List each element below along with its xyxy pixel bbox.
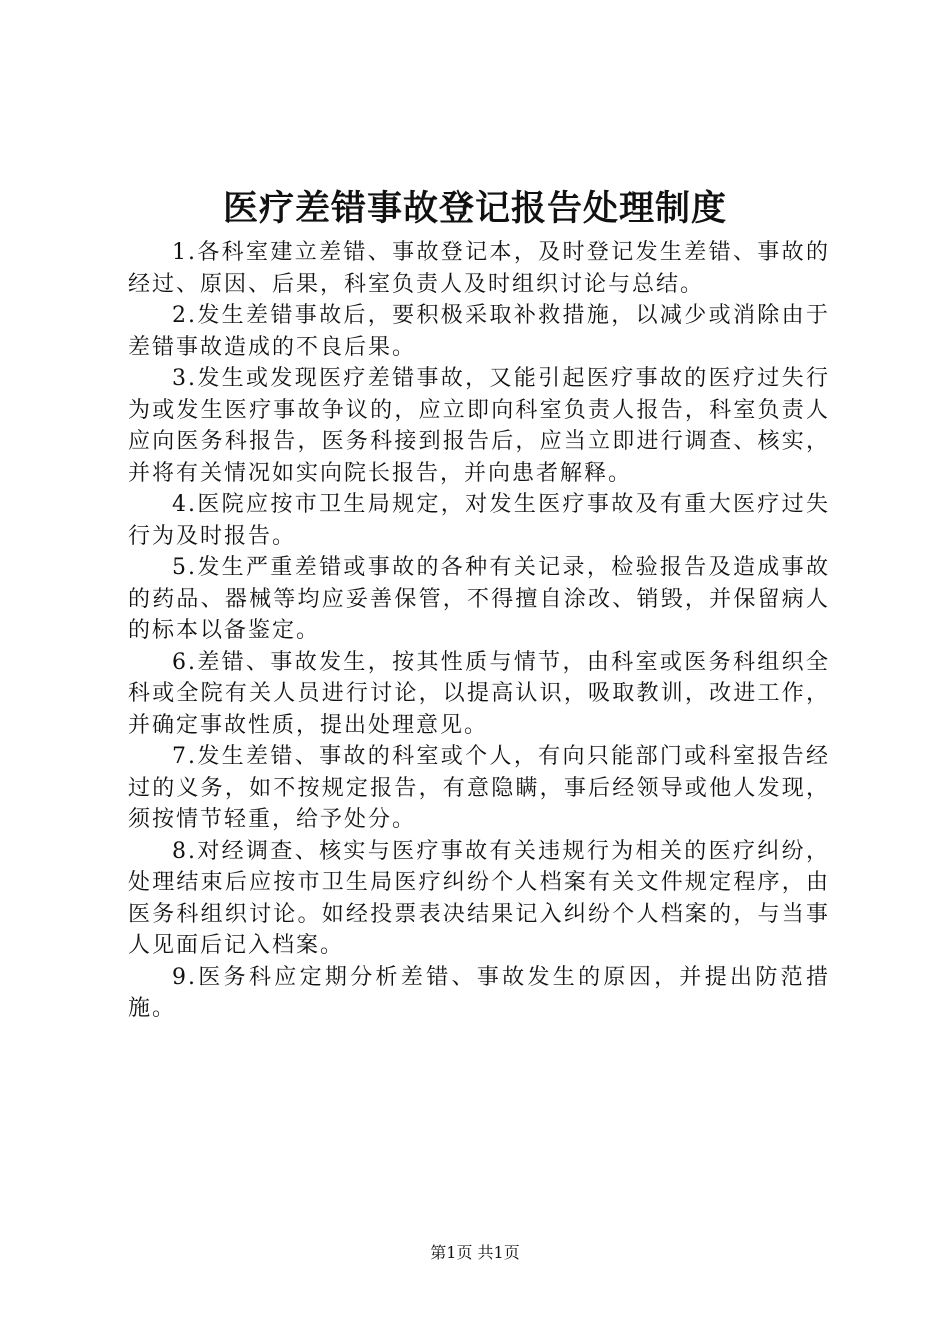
paragraph-item-4: 4.医院应按市卫生局规定，对发生医疗事故及有重大医疗过失行为及时报告。 — [128, 492, 830, 549]
paragraph-item-1: 1.各科室建立差错、事故登记本，及时登记发生差错、事故的经过、原因、后果，科室负责人及时组织讨论与总结。 — [128, 240, 830, 297]
paragraph-item-8: 8.对经调查、核实与医疗事故有关违规行为相关的医疗纠纷，处理结束后应按市卫生局医疗纠纷个人档案有关文件规定程序，由医务科组织讨论。如经投票表决结果记入纠纷个人档案的，与当事人见面后记入档案。 — [128, 838, 830, 958]
page-footer: 第1页 共1页 — [430, 1243, 520, 1262]
paragraph-item-9: 9.医务科应定期分析差错、事故发生的原因，并提出防范措施。 — [128, 964, 830, 1021]
paragraph-item-2: 2.发生差错事故后，要积极采取补救措施，以减少或消除由于差错事故造成的不良后果。 — [128, 303, 830, 360]
document-title: 医疗差错事故登记报告处理制度 — [222, 188, 727, 229]
paragraph-item-6: 6.差错、事故发生，按其性质与情节，由科室或医务科组织全科或全院有关人员进行讨论，以提高认识，吸取教训，改进工作，并确定事故性质，提出处理意见。 — [128, 649, 830, 738]
paragraph-item-7: 7.发生差错、事故的科室或个人，有向只能部门或科室报告经过的义务，如不按规定报告，有意隐瞒，事后经领导或他人发现，须按情节轻重，给予处分。 — [128, 744, 830, 832]
paragraph-item-3: 3.发生或发现医疗差错事故，又能引起医疗事故的医疗过失行为或发生医疗事故争议的，应立即向科室负责人报告，科室负责人应向医务科报告，医务科接到报告后，应当立即进行调查、核实，并将有关情况如实向院长报告，并向患者解释。 — [128, 366, 830, 486]
document-body — [128, 237, 830, 1025]
paragraph-item-5: 5.发生严重差错或事故的各种有关记录，检验报告及造成事故的药品、器械等均应妥善保管，不得擅自涂改、销毁，并保留病人的标本以备鉴定。 — [128, 555, 830, 643]
